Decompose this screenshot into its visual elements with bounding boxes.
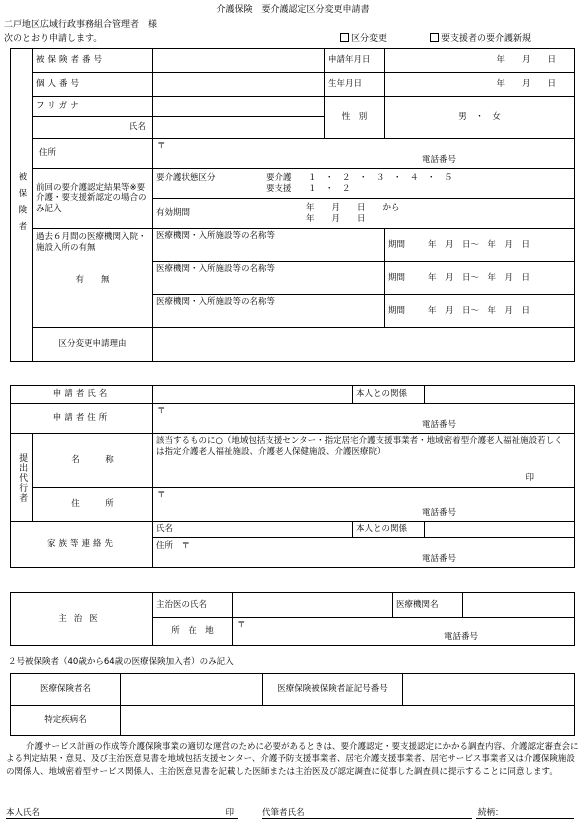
card-number-field[interactable] [403, 674, 575, 706]
checkbox-icon[interactable] [340, 33, 349, 42]
postal-mark: 〒 [157, 490, 166, 500]
person-name-line[interactable] [6, 806, 238, 819]
insured-number-field[interactable] [153, 49, 325, 73]
seal-mark: 印 [525, 473, 535, 484]
insured-section-label: 被保険者 [11, 49, 33, 362]
family-relation-field[interactable] [425, 522, 575, 538]
proxy-name-field[interactable] [153, 434, 575, 488]
validity-label: 有効期間 [156, 208, 191, 219]
validity-to[interactable]: 年 月 日 [306, 213, 366, 224]
period-2[interactable]: 期間 年 月 日～ 年 月 日 [385, 262, 575, 295]
application-date-label: 申請年月日 [325, 49, 385, 73]
insurer-name-label: 医療保険者名 [11, 674, 121, 706]
birth-date-field[interactable]: 年 月 日 [385, 73, 575, 97]
sex-options[interactable]: 男 ・ 女 [385, 97, 575, 139]
option-new[interactable]: 要支援者の要介護新規 [430, 31, 531, 44]
name-field[interactable] [153, 117, 325, 139]
disease-field[interactable] [121, 706, 575, 736]
form-title: 介護保険 要介護認定区分変更申請書 [216, 5, 370, 15]
facility-1[interactable]: 医療機関・入所施設等の名称等 [153, 229, 385, 262]
applicant-name-label: 申請者氏名 [11, 386, 153, 404]
applicant-address-field[interactable] [153, 404, 575, 434]
checkbox-icon[interactable] [430, 33, 439, 42]
doctor-label: 主治医 [11, 593, 153, 646]
personal-number-label: 個人番号 [33, 73, 153, 97]
proxy-note: 該当するものに○（地域包括支援センター・指定居宅介護支援事業者・地域密着型介護老人福祉施設若しくは指定介護老人福祉施設、介護老人保健施設、介護医療院） [156, 436, 563, 457]
validity-from[interactable]: 年 月 日 から [306, 202, 400, 213]
consent-text: 介護サービス計画の作成等介護保険事業の適切な運営のために必要があるときは、要介護認定・要支援認定にかかる調査内容、介護認定審査会による判定結果・意見、及び主治医意見書を地域包括支援センター、介護予防支援事業者、居宅介護支援事業者、居宅サービス事業者又は介護保険施設の関係人、地域密着型サービス関係人、主治医意見書を記載した医師または主治医及び認定調査に従事した調査員に提示することに同意します。 [6, 742, 579, 777]
postal-mark: 〒 [237, 620, 246, 630]
relation-label: 本人との関係 [353, 386, 425, 404]
proxy-writer-label: 代筆者氏名 [262, 808, 305, 818]
address-field[interactable] [153, 139, 575, 169]
institution-field[interactable] [463, 593, 575, 618]
support-levels[interactable]: １ ・ ２ [308, 183, 351, 194]
person-name-label: 本人氏名 [6, 808, 41, 818]
applicant-name-field[interactable] [153, 386, 353, 404]
seal-mark: 印 [225, 808, 234, 818]
hospital-history-label: 過去６月間の医療機関入院・施設入所の有無 有 無 [33, 229, 153, 328]
phone-label: 電話番号 [443, 632, 478, 643]
type2-table [10, 673, 575, 736]
location-field[interactable] [233, 618, 575, 646]
care-status-label: 要介護状態区分 [156, 172, 216, 183]
phone-label: 電話番号 [422, 508, 457, 519]
family-address-field[interactable]: 住所 〒 電話番号 [153, 538, 575, 568]
insurer-name-field[interactable] [121, 674, 263, 706]
applicant-table [10, 385, 575, 568]
proxy-writer-line[interactable] [262, 806, 472, 819]
sex-label: 性 別 [325, 97, 385, 139]
doctor-name-label: 主治医の氏名 [153, 593, 233, 618]
previous-result-label: 前回の要介護認定結果等※要介護・要支援新認定の場合のみ記入 [33, 169, 153, 229]
option-change[interactable]: 区分変更 [340, 31, 387, 44]
period-3[interactable]: 期間 年 月 日～ 年 月 日 [385, 295, 575, 328]
doctor-name-field[interactable] [233, 593, 393, 618]
facility-2[interactable]: 医療機関・入所施設等の名称等 [153, 262, 385, 295]
reason-field[interactable] [153, 328, 575, 362]
facility-3[interactable]: 医療機関・入所施設等の名称等 [153, 295, 385, 328]
relation-line[interactable] [476, 806, 574, 819]
consent-relation-label: 続柄： [478, 808, 504, 818]
intro-text: 次のとおり申請します。 [4, 34, 103, 44]
card-number-label: 医療保険被保険者証記号番号 [263, 674, 403, 706]
applicant-address-label: 申請者住所 [11, 404, 153, 434]
furigana-label: フリガナ [33, 97, 153, 117]
location-label: 所 在 地 [153, 618, 233, 646]
furigana-field[interactable] [153, 97, 325, 117]
application-date-field[interactable]: 年 月 日 [385, 49, 575, 73]
reason-label: 区分変更申請理由 [33, 328, 153, 362]
addressee: 二戸地区広域行政事務組合管理者 様 [4, 20, 158, 30]
care-status-field[interactable] [153, 169, 575, 199]
phone-label: 電話番号 [422, 554, 457, 565]
institution-label: 医療機関名 [393, 593, 463, 618]
proxy-address-label: 住 所 [33, 488, 153, 522]
family-relation-label: 本人との関係 [353, 522, 425, 538]
doctor-table [10, 592, 575, 646]
family-name-field[interactable]: 氏名 [153, 522, 353, 538]
disease-label: 特定疾病名 [11, 706, 121, 736]
name-label: 氏名 [33, 117, 153, 139]
care-levels[interactable]: １ ・ ２ ・ ３ ・ ４ ・ ５ [308, 172, 453, 183]
family-contact-label: 家族等連絡先 [11, 522, 153, 568]
support-label: 要支援 [266, 183, 292, 194]
relation-field[interactable] [425, 386, 575, 404]
postal-mark: 〒 [157, 141, 166, 151]
period-1[interactable]: 期間 年 月 日～ 年 月 日 [385, 229, 575, 262]
address-label: 住所 [33, 139, 153, 169]
insured-number-label: 被保険者番号 [33, 49, 153, 73]
personal-number-field[interactable] [153, 73, 325, 97]
proxy-address-field[interactable] [153, 488, 575, 522]
validity-field[interactable] [153, 199, 575, 229]
phone-label: 電話番号 [422, 420, 457, 431]
proxy-label: 提出代行者 [11, 434, 33, 522]
postal-mark: 〒 [157, 406, 166, 416]
type2-note: ２号被保険者（40歳から64歳の医療保険加入者）のみ記入 [8, 657, 234, 667]
care-label: 要介護 [266, 172, 292, 183]
proxy-name-label: 名 称 [33, 434, 153, 488]
insured-table [10, 48, 575, 362]
phone-label: 電話番号 [422, 155, 457, 166]
presence-options[interactable]: 有 無 [75, 275, 110, 286]
birth-date-label: 生年月日 [325, 73, 385, 97]
